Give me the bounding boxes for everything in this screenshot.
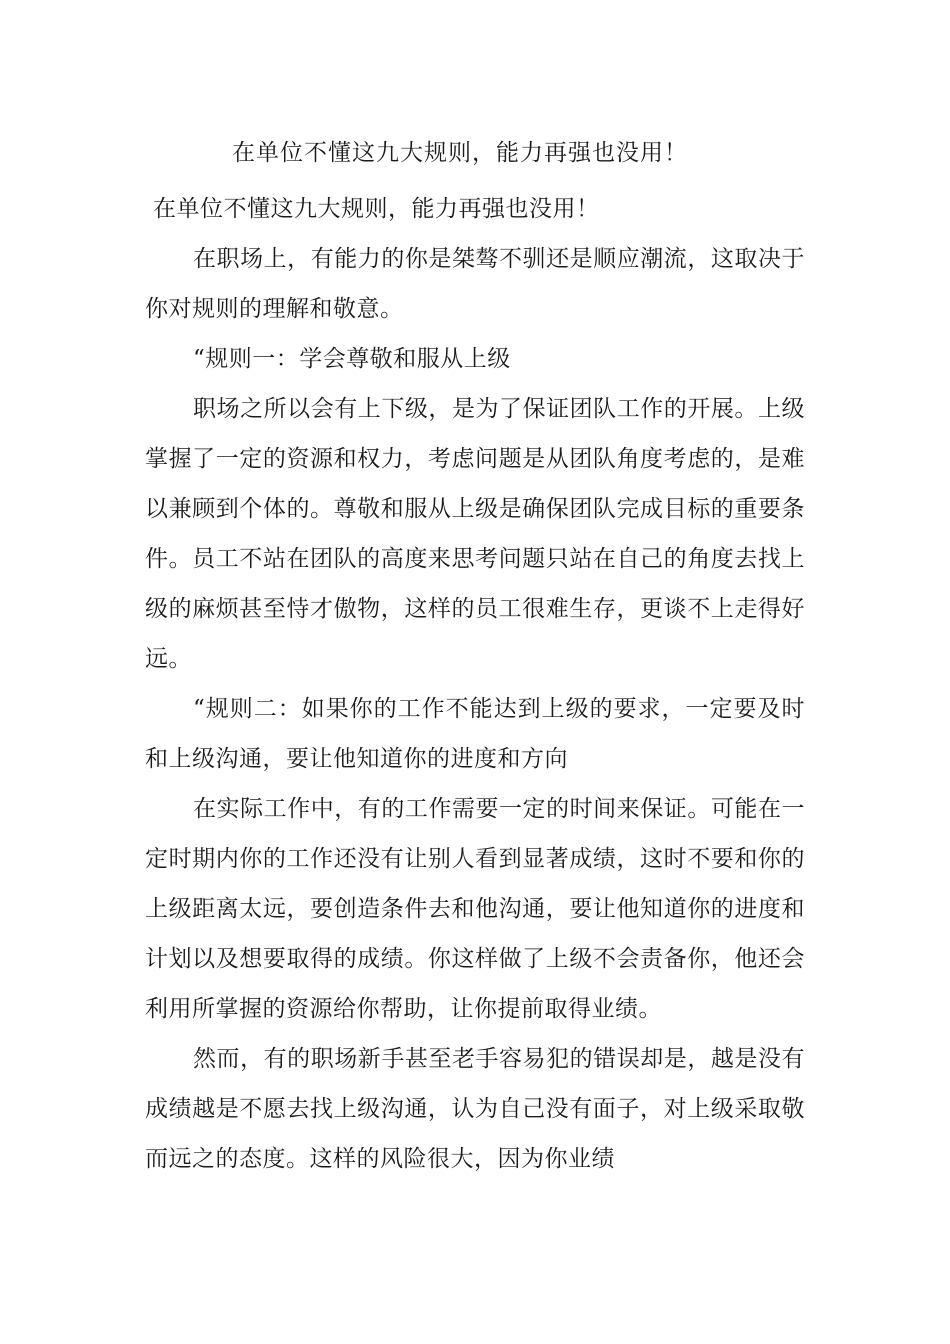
rule-two-paragraph: 在实际工作中，有的工作需要一定的时间来保证。可能在一定时期内你的工作还没有让别人看到显著成绩，这时不要和你的上级距离太远，要创造条件去和他沟通，要让他知道你的进度和计划以及想要取得的成绩。你这样做了上级不会责备你，他还会利用所掌握的资源给你帮助，让你提前取得业绩。 [145, 796, 805, 1022]
intro-paragraph: 在职场上，有能力的你是桀骜不驯还是顺应潮流，这取决于你对规则的理解和敬意。 [145, 246, 805, 322]
rule-two-paragraph-continued: 然而，有的职场新手甚至老手容易犯的错误却是，越是没有成绩越是不愿去找上级沟通，认为自己没有面子，对上级采取敬而远之的态度。这样的风险很大，因为你业绩 [145, 1046, 805, 1172]
subtitle: 在单位不懂这九大规则，能力再强也没用！ [153, 196, 600, 222]
rule-one-heading: “规则一：学会尊敬和服从上级 [193, 346, 511, 372]
page-title: 在单位不懂这九大规则，能力再强也没用！ [232, 140, 688, 166]
document-body [145, 184, 805, 1184]
rule-one-paragraph: 职场之所以会有上下级，是为了保证团队工作的开展。上级掌握了一定的资源和权力，考虑问题是从团队角度考虑的，是难以兼顾到个体的。尊敬和服从上级是确保团队完成目标的重要条件。员工不站在团队的高度来思考问题只站在自己的角度去找上级的麻烦甚至恃才傲物，这样的员工很难生存，更谈不上走得好远。 [145, 396, 805, 672]
rule-two-heading: “规则二：如果你的工作不能达到上级的要求，一定要及时和上级沟通，要让他知道你的进度和方向 [145, 696, 805, 772]
